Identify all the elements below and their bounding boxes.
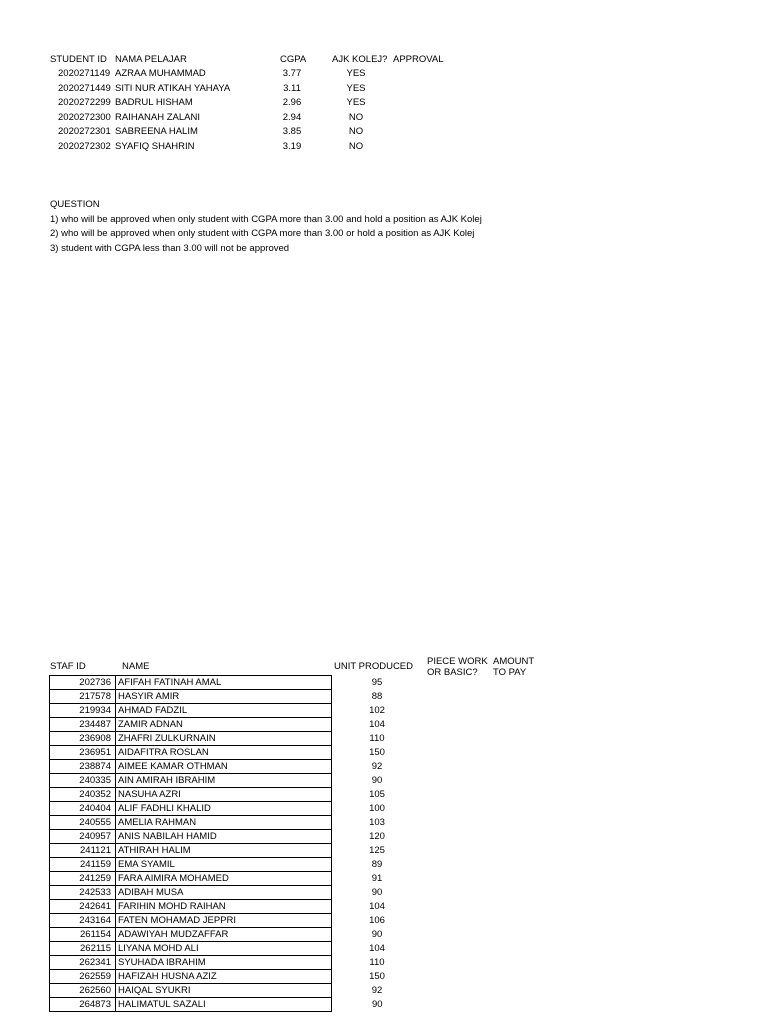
student-row: [0, 125, 420, 139]
staf-id-cell: 261154: [50, 928, 116, 942]
staff-name-cell: ZHAFRI ZULKURNAIN: [116, 732, 332, 746]
staf-id-cell: 240555: [50, 816, 116, 830]
table-row: [50, 872, 423, 886]
staff-name-cell: ATHIRAH HALIM: [116, 844, 332, 858]
table-row: [50, 718, 423, 732]
unit-produced-cell: 90: [371, 887, 383, 898]
table-row: [50, 676, 423, 690]
staf-id-cell: 240404: [50, 802, 116, 816]
student-name: SYAFIQ SHAHRIN: [115, 140, 195, 152]
unit-produced-cell: 125: [369, 845, 385, 856]
header-nama-pelajar: NAMA PELAJAR: [115, 54, 187, 65]
unit-produced-cell: 90: [371, 775, 383, 786]
student-cgpa: 3.85: [282, 126, 302, 137]
header-amount-line2: TO PAY: [493, 667, 527, 678]
staf-id-cell: 234487: [50, 718, 116, 732]
table-row: [50, 942, 423, 956]
unit-produced-cell: 92: [371, 985, 383, 996]
student-ajk-kolej: YES: [346, 68, 366, 79]
unit-produced-cell: 104: [369, 719, 385, 730]
student-id: 2020272301: [58, 126, 111, 137]
staf-id-cell: 217578: [50, 690, 116, 704]
student-id: 2020271449: [58, 82, 111, 94]
staf-id-cell: 262341: [50, 956, 116, 970]
staff-name-cell: FARA AIMIRA MOHAMED: [116, 872, 332, 886]
staff-name-cell: HAIQAL SYUKRI: [116, 984, 332, 998]
unit-produced-cell: 106: [369, 915, 385, 926]
student-ajk-kolej: NO: [348, 140, 364, 152]
table-row: [50, 704, 423, 718]
staf-id-cell: 240335: [50, 774, 116, 788]
staf-id-cell: 262559: [50, 970, 116, 984]
staf-id-cell: 236951: [50, 746, 116, 760]
unit-produced-cell: 92: [371, 761, 383, 772]
staf-id-cell: 240352: [50, 788, 116, 802]
table-row: [50, 998, 423, 1012]
staf-id-cell: 242641: [50, 900, 116, 914]
student-name: RAIHANAH ZALANI: [115, 111, 200, 123]
header-unit-produced: UNIT PRODUCED: [334, 661, 413, 672]
staff-name-cell: HALIMATUL SAZALI: [116, 998, 332, 1012]
staff-name-cell: AMELIA RAHMAN: [116, 816, 332, 830]
unit-produced-cell: 100: [369, 803, 385, 814]
table-row: [50, 956, 423, 970]
student-row: [0, 111, 420, 125]
student-row: [0, 67, 420, 81]
staf-id-cell: 262560: [50, 984, 116, 998]
student-id: 2020272300: [58, 111, 111, 123]
table-row: [50, 970, 423, 984]
header-staf-id: STAF ID: [50, 661, 86, 672]
unit-produced-cell: 91: [371, 873, 383, 884]
table-row: [50, 928, 423, 942]
unit-produced-cell: 104: [369, 901, 385, 912]
table-row: [50, 788, 423, 802]
table-row: [50, 914, 423, 928]
header-piece-work-line1: PIECE WORK: [427, 656, 488, 667]
table-row: [50, 900, 423, 914]
staff-table: [49, 675, 423, 1012]
staff-name-cell: HAFIZAH HUSNA AZIZ: [116, 970, 332, 984]
student-ajk-kolej: YES: [346, 97, 366, 108]
staf-id-cell: 243164: [50, 914, 116, 928]
student-row: [0, 82, 420, 96]
unit-produced-cell: 88: [371, 691, 383, 702]
table-row: [50, 802, 423, 816]
student-name: AZRAA MUHAMMAD: [115, 68, 206, 79]
staff-name-cell: HASYIR AMIR: [116, 690, 332, 704]
staff-name-cell: FATEN MOHAMAD JEPPRI: [116, 914, 332, 928]
student-row: [0, 140, 420, 154]
unit-produced-cell: 95: [371, 677, 383, 688]
staff-name-cell: ANIS NABILAH HAMID: [116, 830, 332, 844]
student-id: 2020271149: [58, 68, 111, 79]
staff-name-cell: EMA SYAMIL: [116, 858, 332, 872]
student-ajk-kolej: YES: [346, 82, 366, 94]
student-cgpa: 2.94: [282, 111, 302, 123]
student-rows: [0, 67, 430, 157]
unit-produced-cell: 110: [369, 733, 385, 744]
staff-name-cell: NASUHA AZRI: [116, 788, 332, 802]
staf-id-cell: 264873: [50, 998, 116, 1012]
table-row: [50, 858, 423, 872]
unit-produced-cell: 90: [371, 929, 383, 940]
unit-produced-cell: 104: [369, 943, 385, 954]
staf-id-cell: 202736: [50, 676, 116, 690]
staf-id-cell: 242533: [50, 886, 116, 900]
staff-name-cell: AIDAFITRA ROSLAN: [116, 746, 332, 760]
student-id: 2020272302: [58, 140, 111, 152]
staff-name-cell: ADIBAH MUSA: [116, 886, 332, 900]
header-ajk-kolej: AJK KOLEJ?: [332, 54, 388, 65]
student-cgpa: 3.77: [282, 68, 302, 79]
unit-produced-cell: 90: [371, 999, 383, 1010]
header-approval: APPROVAL: [393, 54, 444, 65]
staff-name-cell: AHMAD FADZIL: [116, 704, 332, 718]
student-id: 2020272299: [58, 97, 111, 108]
header-cgpa: CGPA: [280, 54, 307, 65]
unit-produced-cell: 150: [369, 971, 385, 982]
student-name: SITI NUR ATIKAH YAHAYA: [115, 82, 231, 94]
staf-id-cell: 241259: [50, 872, 116, 886]
table-row: [50, 844, 423, 858]
staff-name-cell: ALIF FADHLI KHALID: [116, 802, 332, 816]
unit-produced-cell: 103: [369, 817, 385, 828]
table-row: [50, 690, 423, 704]
staff-name-cell: ZAMIR ADNAN: [116, 718, 332, 732]
staf-id-cell: 262115: [50, 942, 116, 956]
staff-name-cell: AIN AMIRAH IBRAHIM: [116, 774, 332, 788]
unit-produced-cell: 102: [369, 705, 385, 716]
table-row: [50, 732, 423, 746]
unit-produced-cell: 150: [369, 747, 385, 758]
staff-name-cell: SYUHADA IBRAHIM: [116, 956, 332, 970]
student-cgpa: 3.11: [283, 82, 301, 94]
question-1: 1) who will be approved when only student with CGPA more than 3.00 and hold a position as AJK Kolej: [50, 214, 482, 225]
student-cgpa: 2.96: [282, 97, 302, 108]
question-2: 2) who will be approved when only student with CGPA more than 3.00 or hold a position as AJK Kolej: [50, 228, 475, 239]
staff-name-cell: AIMEE KAMAR OTHMAN: [116, 760, 332, 774]
table-row: [50, 816, 423, 830]
header-student-id: STUDENT ID: [50, 54, 107, 65]
unit-produced-cell: 120: [369, 831, 385, 842]
unit-produced-cell: 105: [369, 789, 385, 800]
staff-name-cell: FARIHIN MOHD RAIHAN: [116, 900, 332, 914]
unit-produced-cell: 110: [369, 957, 385, 968]
student-cgpa: 3.19: [282, 140, 302, 152]
header-name: NAME: [122, 661, 150, 672]
question-3: 3) student with CGPA less than 3.00 will not be approved: [50, 243, 290, 254]
table-row: [50, 746, 423, 760]
header-amount-line1: AMOUNT: [493, 656, 535, 667]
table-row: [50, 774, 423, 788]
student-ajk-kolej: NO: [348, 111, 364, 123]
unit-produced-cell: 89: [371, 859, 383, 870]
table-row: [50, 886, 423, 900]
staff-name-cell: LIYANA MOHD ALI: [116, 942, 332, 956]
table-row: [50, 830, 423, 844]
student-ajk-kolej: NO: [348, 126, 364, 137]
staf-id-cell: 241159: [50, 858, 116, 872]
table-row: [50, 760, 423, 774]
staf-id-cell: 238874: [50, 760, 116, 774]
table-row: [50, 984, 423, 998]
staff-name-cell: ADAWIYAH MUDZAFFAR: [116, 928, 332, 942]
staff-name-cell: AFIFAH FATINAH AMAL: [116, 676, 332, 690]
staf-id-cell: 241121: [50, 844, 116, 858]
staf-id-cell: 236908: [50, 732, 116, 746]
student-row: [0, 96, 420, 110]
staf-id-cell: 240957: [50, 830, 116, 844]
student-name: BADRUL HISHAM: [115, 97, 193, 108]
question-title: QUESTION: [50, 199, 100, 210]
staf-id-cell: 219934: [50, 704, 116, 718]
header-piece-work-line2: OR BASIC?: [427, 667, 478, 678]
student-name: SABREENA HALIM: [115, 126, 198, 137]
